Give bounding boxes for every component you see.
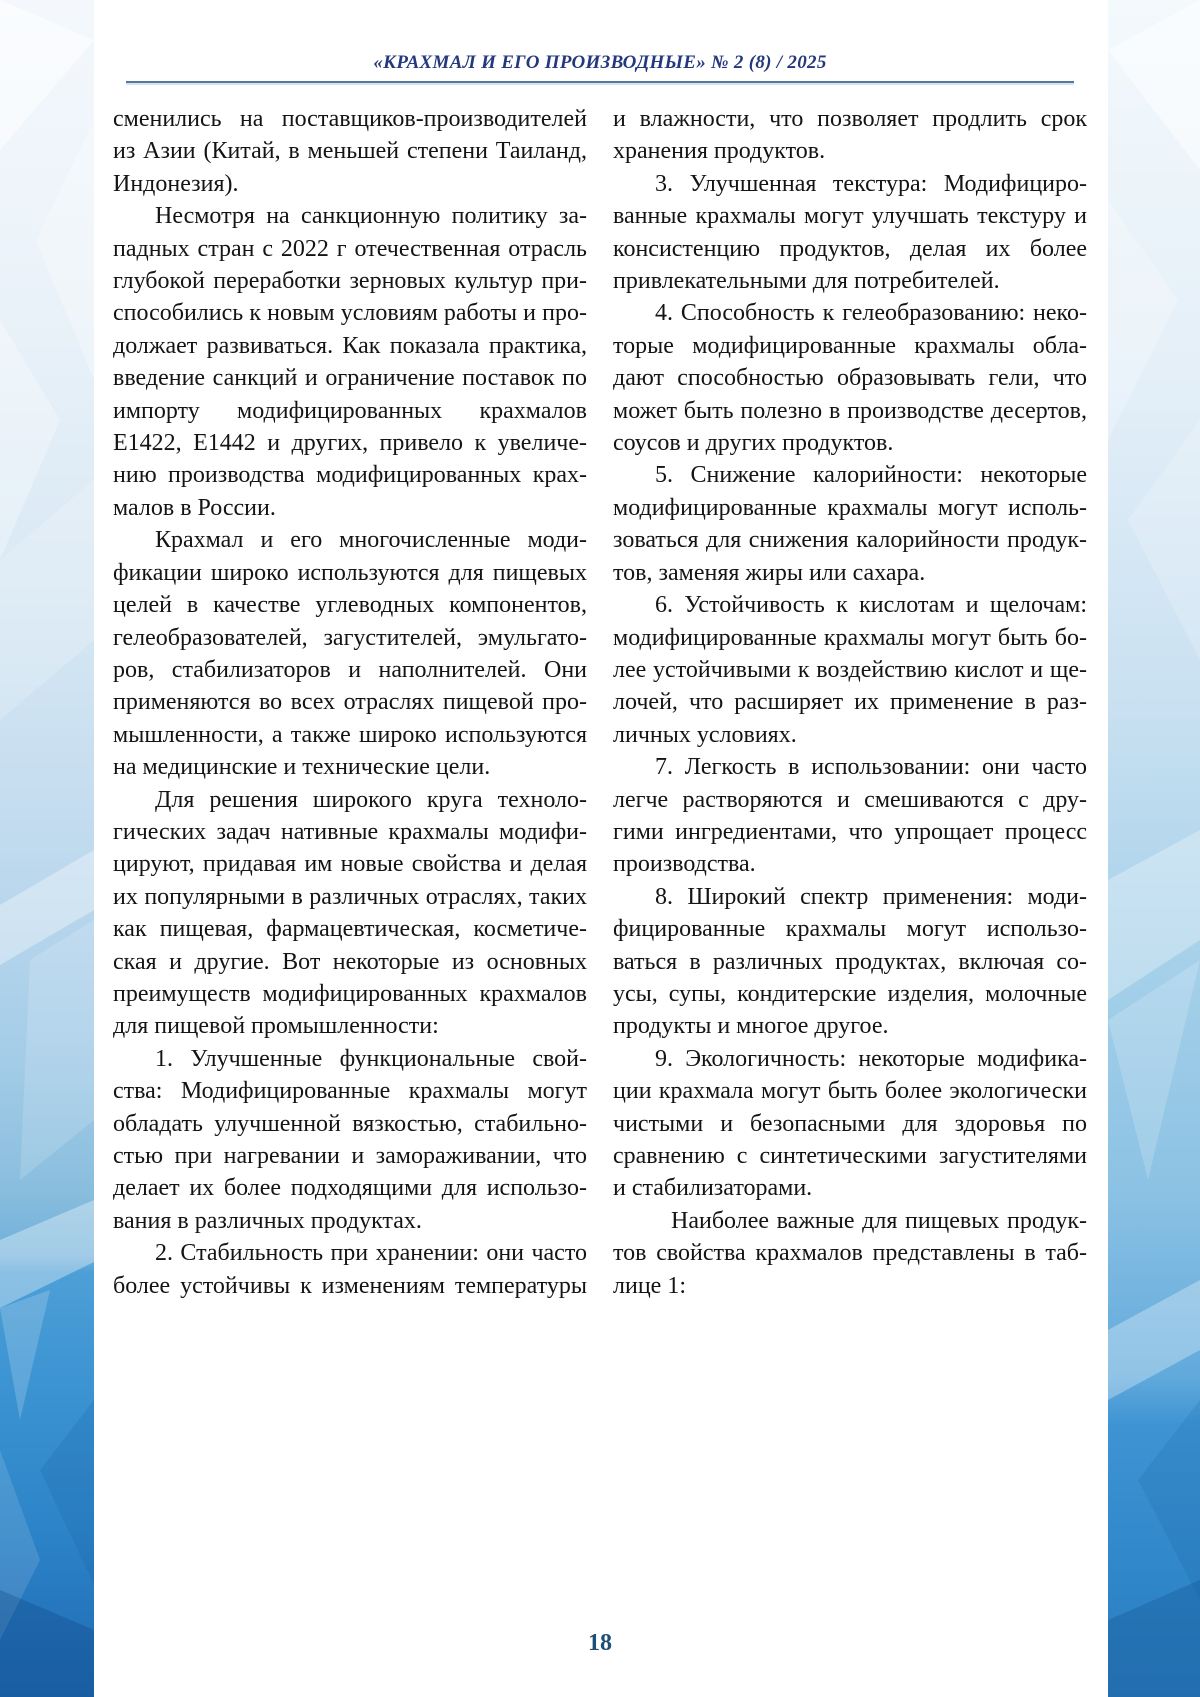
header-rule xyxy=(126,81,1074,85)
paragraph xyxy=(613,1205,1087,1302)
text-line: и влажности, что позволяет продлить срок xyxy=(613,106,1087,132)
text-line: ства: Модифицированные крахмалы могут xyxy=(113,1078,587,1105)
paragraph xyxy=(613,103,1087,168)
text-line: нию производства модифицированных крах- xyxy=(113,462,587,489)
text-line: 2. Стабильность при хранении: они часто xyxy=(155,1240,587,1267)
text-line: лее устойчивыми к воздействию кислот и ще- xyxy=(613,656,1087,683)
text-line: лице 1: xyxy=(613,1272,686,1299)
journal-title: «КРАХМАЛ И ЕГО ПРОИЗВОДНЫЕ» № 2 (8) / 2025 xyxy=(373,52,827,73)
text-line: торые модифицированные крахмалы обла- xyxy=(613,332,1087,359)
text-line: Для решения широкого круга техноло- xyxy=(155,786,587,813)
text-line: делает их более подходящими для использо- xyxy=(113,1175,587,1202)
text-line: легче растворяются и смешиваются с дру- xyxy=(613,786,1087,813)
text-line: 6. Устойчивость к кислотам и щелочам: xyxy=(655,592,1087,619)
text-line: из Азии (Китай, в меньшей степени Таиланд, xyxy=(113,138,587,165)
text-line: ванные крахмалы могут улучшать текстуру и xyxy=(613,203,1087,230)
text-line: личных условиях. xyxy=(613,721,797,748)
text-line: 9. Экологичность: некоторые модифика- xyxy=(655,1045,1087,1072)
text-line: зоваться для снижения калорийности продук- xyxy=(613,527,1087,554)
paragraph xyxy=(613,1043,1087,1205)
paragraph xyxy=(113,1043,587,1237)
paragraph xyxy=(613,751,1087,881)
text-line: ров, стабилизаторов и наполнителей. Они xyxy=(113,656,587,683)
text-line: тов свойства крахмалов представлены в таб- xyxy=(613,1240,1087,1267)
page-number: 18 xyxy=(588,1630,612,1656)
text-line: обладать улучшенной вязкостью, стабильно- xyxy=(113,1110,587,1137)
text-line: ваться в различных продуктах, включая со- xyxy=(613,948,1087,975)
text-column-right xyxy=(613,103,1087,1302)
text-line: фикации широко используются для пищевых xyxy=(113,559,587,586)
text-line: гелеобразователей, загустителей, эмульгато- xyxy=(113,624,587,651)
text-line: Наиболее важные для пищевых продук- xyxy=(671,1207,1087,1234)
text-line: может быть полезно в производстве десертов, xyxy=(613,397,1087,424)
text-line: импорту модифицированных крахмалов xyxy=(113,397,587,424)
article-body xyxy=(113,103,1087,1302)
paragraph xyxy=(113,200,587,524)
text-line: способились к новым условиям работы и про- xyxy=(113,300,587,327)
text-line: их популярными в различных отраслях, таких xyxy=(113,883,587,910)
text-line: чистыми и безопасными для здоровья по xyxy=(613,1110,1087,1137)
paragraph xyxy=(613,297,1087,459)
text-line: применяются во всех отраслях пищевой про- xyxy=(113,689,587,716)
text-line: глубокой переработки зерновых культур при- xyxy=(113,268,587,295)
text-line: должает развиваться. Как показала практика, xyxy=(113,332,587,359)
text-line: падных стран с 2022 г отечественная отрасль xyxy=(113,235,587,262)
text-line: ции крахмала могут быть более экологически xyxy=(613,1078,1087,1105)
decor-right-band xyxy=(1108,0,1200,1697)
text-line: модифицированные крахмалы могут исполь- xyxy=(613,494,1087,521)
text-line: усы, супы, кондитерские изделия, молочные xyxy=(613,980,1087,1007)
text-line: Крахмал и его многочисленные моди- xyxy=(155,527,587,554)
text-line: как пищевая, фармацевтическая, косметиче- xyxy=(113,916,587,943)
text-line: вания в различных продуктах. xyxy=(113,1207,422,1234)
text-line: лочей, что расширяет их применение в раз- xyxy=(613,689,1087,716)
paragraph xyxy=(113,524,587,783)
text-line: мышленности, а также широко используются xyxy=(113,721,587,748)
text-line: на медицинские и технические цели. xyxy=(113,754,491,781)
text-line: сменились на поставщиков-производителей xyxy=(113,106,587,132)
text-line: хранения продуктов. xyxy=(613,138,826,165)
decor-left-band xyxy=(0,0,94,1697)
text-line: гических задач нативные крахмалы модифи- xyxy=(113,818,587,845)
text-line: целей в качестве углеводных компонентов, xyxy=(113,592,587,619)
text-line: сравнению с синтетическими загустителями xyxy=(613,1143,1087,1169)
paragraph xyxy=(113,1237,587,1302)
page-header xyxy=(126,52,1074,85)
text-line: фицированные крахмалы могут использо- xyxy=(613,916,1087,943)
text-line: дают способностью образовывать гели, что xyxy=(613,365,1087,392)
text-line: привлекательными для потребителей. xyxy=(613,268,1000,295)
text-line: модифицированные крахмалы могут быть бо- xyxy=(613,624,1087,651)
paragraph xyxy=(613,589,1087,751)
text-line: введение санкций и ограничение поставок по xyxy=(113,365,587,392)
text-line: 7. Легкость в использовании: они часто xyxy=(655,754,1087,781)
paragraph xyxy=(613,459,1087,589)
text-line: тов, заменяя жиры или сахара. xyxy=(613,559,926,586)
text-line: Индонезия). xyxy=(113,170,239,197)
text-line: производства. xyxy=(613,851,756,878)
text-line: 8. Широкий спектр применения: моди- xyxy=(655,883,1087,910)
text-line: преимуществ модифицированных крахмалов xyxy=(113,980,587,1007)
text-line: 5. Снижение калорийности: некоторые xyxy=(655,462,1087,489)
text-line: для пищевой промышленности: xyxy=(113,1013,439,1040)
text-line: консистенцию продуктов, делая их более xyxy=(613,235,1087,262)
text-line: 1. Улучшенные функциональные свой- xyxy=(155,1045,587,1072)
paragraph xyxy=(113,103,587,200)
paragraph xyxy=(613,168,1087,298)
paragraph xyxy=(113,784,587,1043)
text-line: 4. Способность к гелеобразованию: неко- xyxy=(655,300,1087,327)
text-line: ская и другие. Вот некоторые из основных xyxy=(113,948,587,975)
text-line: стью при нагревании и замораживании, что xyxy=(113,1143,587,1169)
text-line: цируют, придавая им новые свойства и делая xyxy=(113,851,587,878)
text-line: Несмотря на санкционную политику за- xyxy=(155,203,587,230)
text-line: продукты и многое другое. xyxy=(613,1013,889,1040)
text-line: соусов и других продуктов. xyxy=(613,430,894,457)
text-line: Е1422, Е1442 и других, привело к увеличе- xyxy=(113,430,587,457)
text-line: малов в России. xyxy=(113,494,276,521)
text-line: 3. Улучшенная текстура: Модифициро- xyxy=(655,170,1087,197)
text-line: более устойчивы к изменениям температуры xyxy=(113,1272,587,1299)
text-line: и стабилизаторами. xyxy=(613,1175,813,1202)
text-column-left xyxy=(113,103,587,1302)
paragraph xyxy=(613,881,1087,1043)
text-line: гими ингредиентами, что упрощает процесс xyxy=(613,818,1087,845)
